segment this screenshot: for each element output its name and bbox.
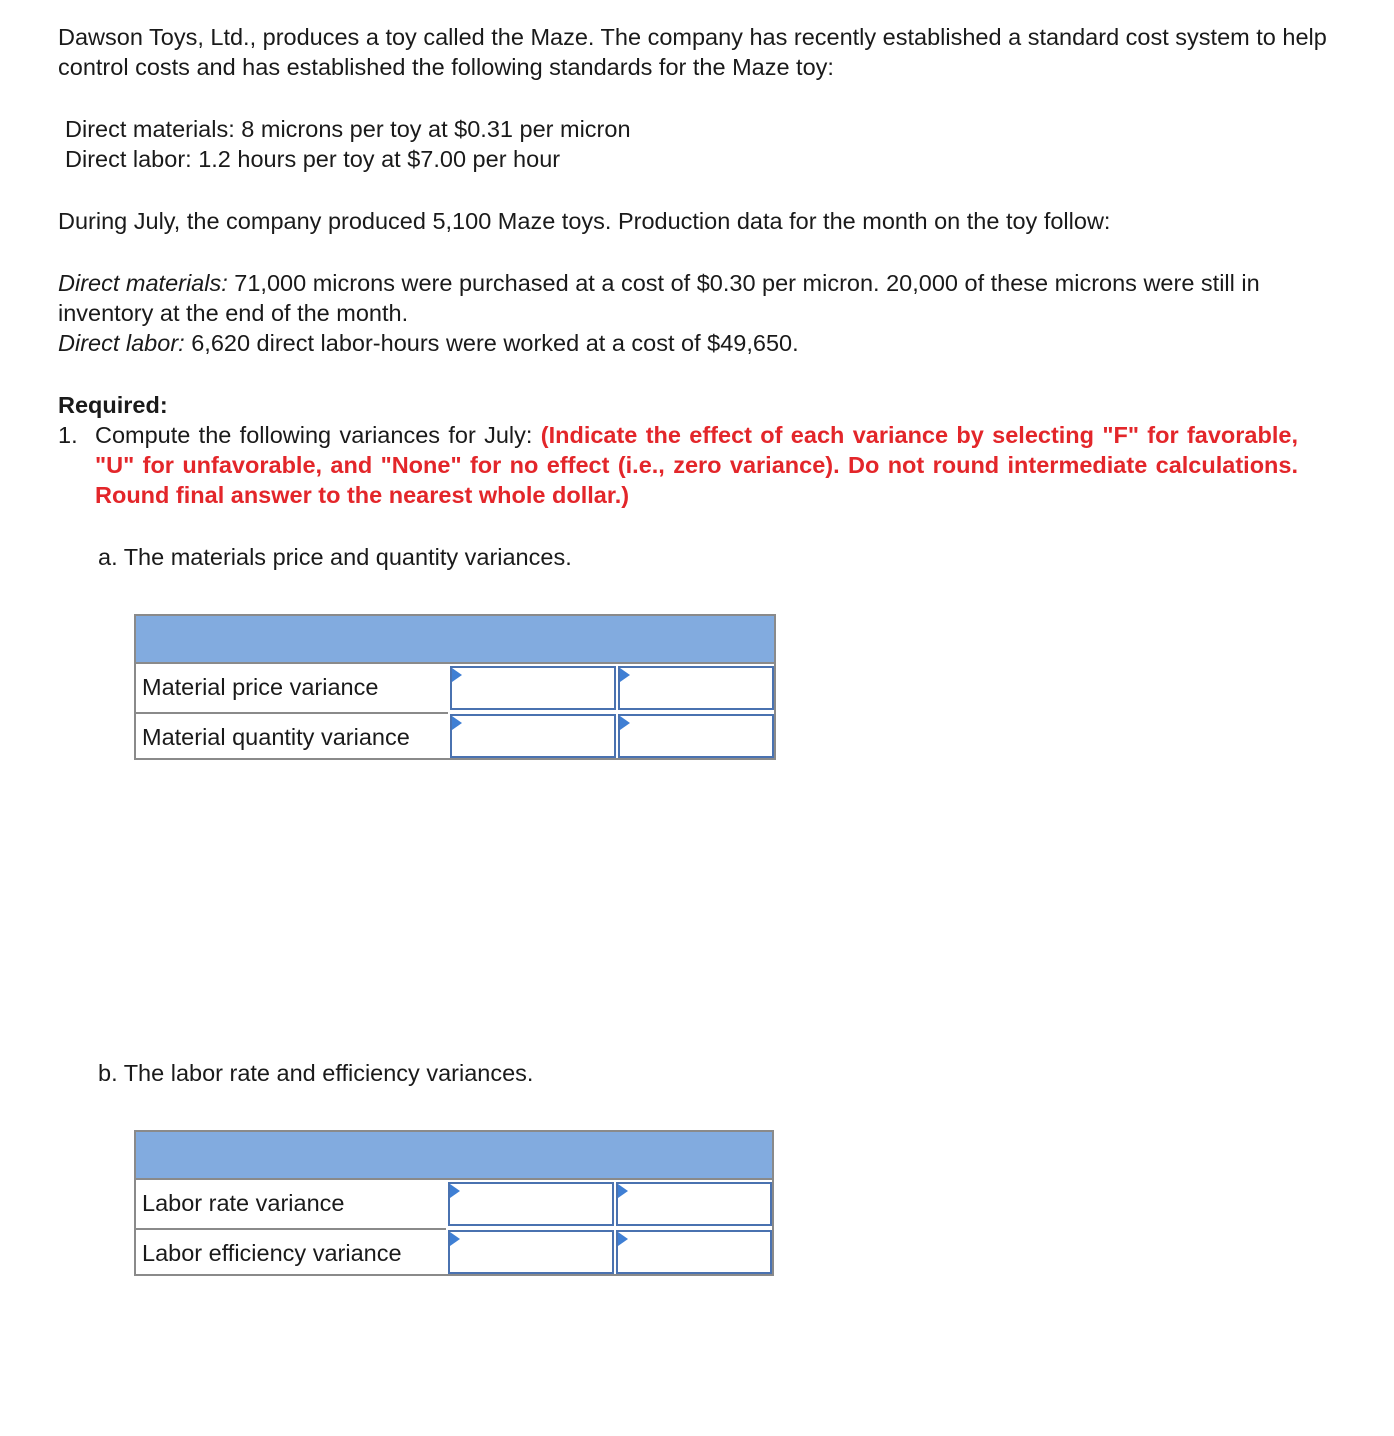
required-item-1 xyxy=(58,420,1298,510)
production-data xyxy=(58,268,1308,358)
standard-materials: Direct materials: 8 microns per toy at $0.31 per micron xyxy=(65,116,631,142)
instruction-text: (Indicate the effect of each variance by selecting "F" for favorable, "U" for unfavorable, and "None" for no effect (i.e., zero variance). Do not round intermediate calculations. Round final answer to the nearest whole dollar.) xyxy=(95,422,1298,508)
input-marker-icon xyxy=(452,716,462,730)
input-marker-icon xyxy=(452,668,462,682)
item-number: 1. xyxy=(58,422,78,448)
table-row xyxy=(136,1180,772,1228)
table-header xyxy=(136,1132,772,1180)
row-label: Material price variance xyxy=(142,674,379,700)
standards-block xyxy=(65,114,1265,174)
production-labor-label: Direct labor: xyxy=(58,330,185,356)
row-label: Material quantity variance xyxy=(136,712,448,758)
effect-select[interactable] xyxy=(616,1182,772,1226)
input-marker-icon xyxy=(618,1184,628,1198)
input-marker-icon xyxy=(620,668,630,682)
input-marker-icon xyxy=(450,1184,460,1198)
question-b: b. The labor rate and efficiency variances. xyxy=(98,1060,534,1086)
item-text: Compute the following variances for July: xyxy=(95,422,541,448)
production-materials-label: Direct materials: xyxy=(58,270,228,296)
table-row xyxy=(136,664,774,712)
production-materials xyxy=(58,268,1308,328)
amount-input[interactable] xyxy=(450,714,616,758)
table-header xyxy=(136,616,774,664)
amount-input[interactable] xyxy=(448,1230,614,1274)
amount-input[interactable] xyxy=(448,1182,614,1226)
production-labor xyxy=(58,328,1308,358)
row-label: Labor rate variance xyxy=(142,1190,345,1216)
standard-labor: Direct labor: 1.2 hours per toy at $7.00 per hour xyxy=(65,146,561,172)
effect-select[interactable] xyxy=(618,666,774,710)
table-row xyxy=(136,1228,772,1276)
question-a: a. The materials price and quantity variances. xyxy=(98,544,572,570)
labor-variance-table xyxy=(134,1130,774,1276)
july-intro: During July, the company produced 5,100 Maze toys. Production data for the month on the toy follow: xyxy=(58,208,1111,234)
input-marker-icon xyxy=(620,716,630,730)
materials-variance-table xyxy=(134,614,776,760)
problem-intro: Dawson Toys, Ltd., produces a toy called the Maze. The company has recently established a standard cost system to help control costs and has established the following standards for the Maze toy: xyxy=(58,24,1327,80)
table-row xyxy=(136,712,774,760)
input-marker-icon xyxy=(618,1232,628,1246)
effect-select[interactable] xyxy=(618,714,774,758)
effect-select[interactable] xyxy=(616,1230,772,1274)
production-labor-text: 6,620 direct labor-hours were worked at a cost of $49,650. xyxy=(184,330,799,356)
production-materials-text: 71,000 microns were purchased at a cost of $0.30 per micron. 20,000 of these microns were still in inventory at the end of the month. xyxy=(58,270,1260,326)
amount-input[interactable] xyxy=(450,666,616,710)
input-marker-icon xyxy=(450,1232,460,1246)
required-heading: Required: xyxy=(58,392,168,418)
row-label: Labor efficiency variance xyxy=(136,1228,446,1274)
